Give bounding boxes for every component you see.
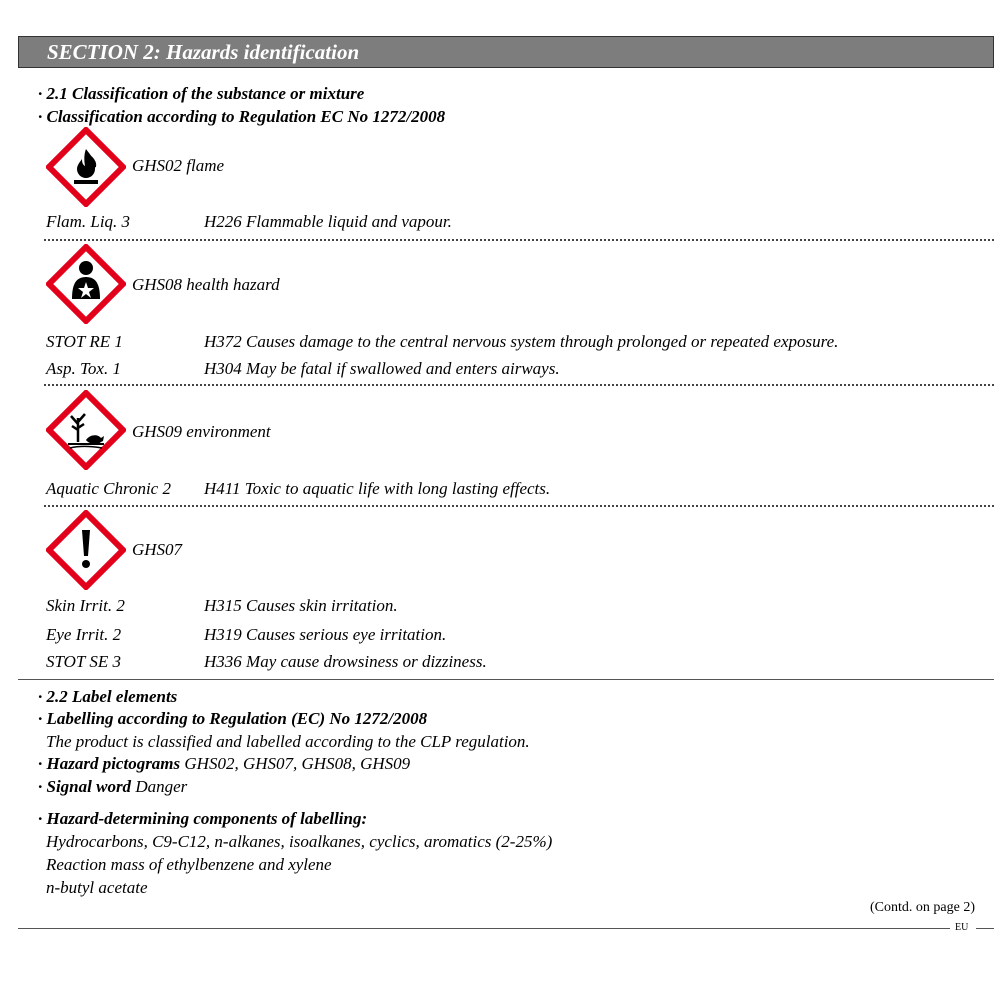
classification-code: STOT SE 3 bbox=[46, 652, 121, 671]
pictogram-label-ghs07: GHS07 bbox=[132, 540, 183, 559]
continued-note: (Contd. on page 2) bbox=[870, 900, 975, 915]
component-item: Reaction mass of ethylbenzene and xylene bbox=[46, 855, 332, 874]
hazard-statement: H372 Causes damage to the central nervous system through prolonged or repeated exposure. bbox=[204, 332, 839, 351]
section-title: SECTION 2: Hazards identification bbox=[47, 40, 360, 64]
pictogram-label-ghs08: GHS08 health hazard bbox=[132, 275, 280, 294]
labelling-heading: Labelling according to Regulation (EC) No 1272/2008 bbox=[46, 709, 428, 728]
labelling-heading-row: · Labelling according to Regulation (EC) No 1272/2008 bbox=[38, 709, 428, 728]
section-header bbox=[18, 36, 994, 68]
exclamation-icon bbox=[46, 510, 126, 590]
pictograms-label: Hazard pictograms bbox=[46, 754, 181, 773]
classification-code: Flam. Liq. 3 bbox=[46, 212, 131, 231]
footer-line bbox=[18, 928, 950, 929]
hazard-statement: H304 May be fatal if swallowed and enters airways. bbox=[204, 359, 560, 378]
flame-icon bbox=[46, 127, 126, 207]
signal-word-row: · Signal word Danger bbox=[38, 777, 188, 796]
pictogram-label-ghs09: GHS09 environment bbox=[132, 422, 271, 441]
components-heading-row: · Hazard-determining components of labelling: bbox=[38, 809, 368, 828]
divider bbox=[44, 505, 994, 507]
s22-heading-row: · 2.2 Label elements bbox=[38, 687, 178, 706]
footer-line-end bbox=[976, 928, 994, 929]
health-hazard-icon bbox=[46, 244, 126, 324]
component-item: n-butyl acetate bbox=[46, 878, 148, 897]
pictogram-label-ghs02: GHS02 flame bbox=[132, 156, 225, 175]
s21-heading: 2.1 Classification of the substance or mixture bbox=[46, 84, 365, 103]
s21-subheading: Classification according to Regulation EC No 1272/2008 bbox=[46, 107, 446, 126]
s21-heading-row: · 2.1 Classification of the substance or mixture bbox=[38, 84, 365, 103]
environment-icon bbox=[46, 390, 126, 470]
s22-heading: 2.2 Label elements bbox=[46, 687, 178, 706]
s21-subheading-row: · Classification according to Regulation EC No 1272/2008 bbox=[38, 107, 446, 126]
hazard-statement: H411 Toxic to aquatic life with long lasting effects. bbox=[204, 479, 551, 498]
classification-code: Aquatic Chronic 2 bbox=[46, 479, 171, 498]
classification-code: Skin Irrit. 2 bbox=[46, 596, 125, 615]
signal-word-label: Signal word bbox=[46, 777, 132, 796]
hazard-statement: H315 Causes skin irritation. bbox=[204, 596, 398, 615]
divider bbox=[44, 384, 994, 386]
hazard-statement: H226 Flammable liquid and vapour. bbox=[204, 212, 452, 231]
region-label: EU bbox=[955, 922, 969, 933]
hazard-statement: H336 May cause drowsiness or dizziness. bbox=[204, 652, 487, 671]
signal-word-value: Danger bbox=[135, 777, 188, 796]
classification-code: STOT RE 1 bbox=[46, 332, 123, 351]
components-heading: Hazard-determining components of labelling: bbox=[46, 809, 368, 828]
section-divider bbox=[18, 679, 994, 680]
pictograms-row: · Hazard pictograms GHS02, GHS07, GHS08, GHS09 bbox=[38, 754, 411, 773]
divider bbox=[44, 239, 994, 241]
labelling-text: The product is classified and labelled according to the CLP regulation. bbox=[46, 732, 530, 751]
classification-code: Asp. Tox. 1 bbox=[46, 359, 121, 378]
component-item: Hydrocarbons, C9-C12, n-alkanes, isoalkanes, cyclics, aromatics (2-25%) bbox=[46, 832, 553, 851]
pictograms-value: GHS02, GHS07, GHS08, GHS09 bbox=[184, 754, 411, 773]
classification-code: Eye Irrit. 2 bbox=[46, 625, 122, 644]
hazard-statement: H319 Causes serious eye irritation. bbox=[204, 625, 447, 644]
